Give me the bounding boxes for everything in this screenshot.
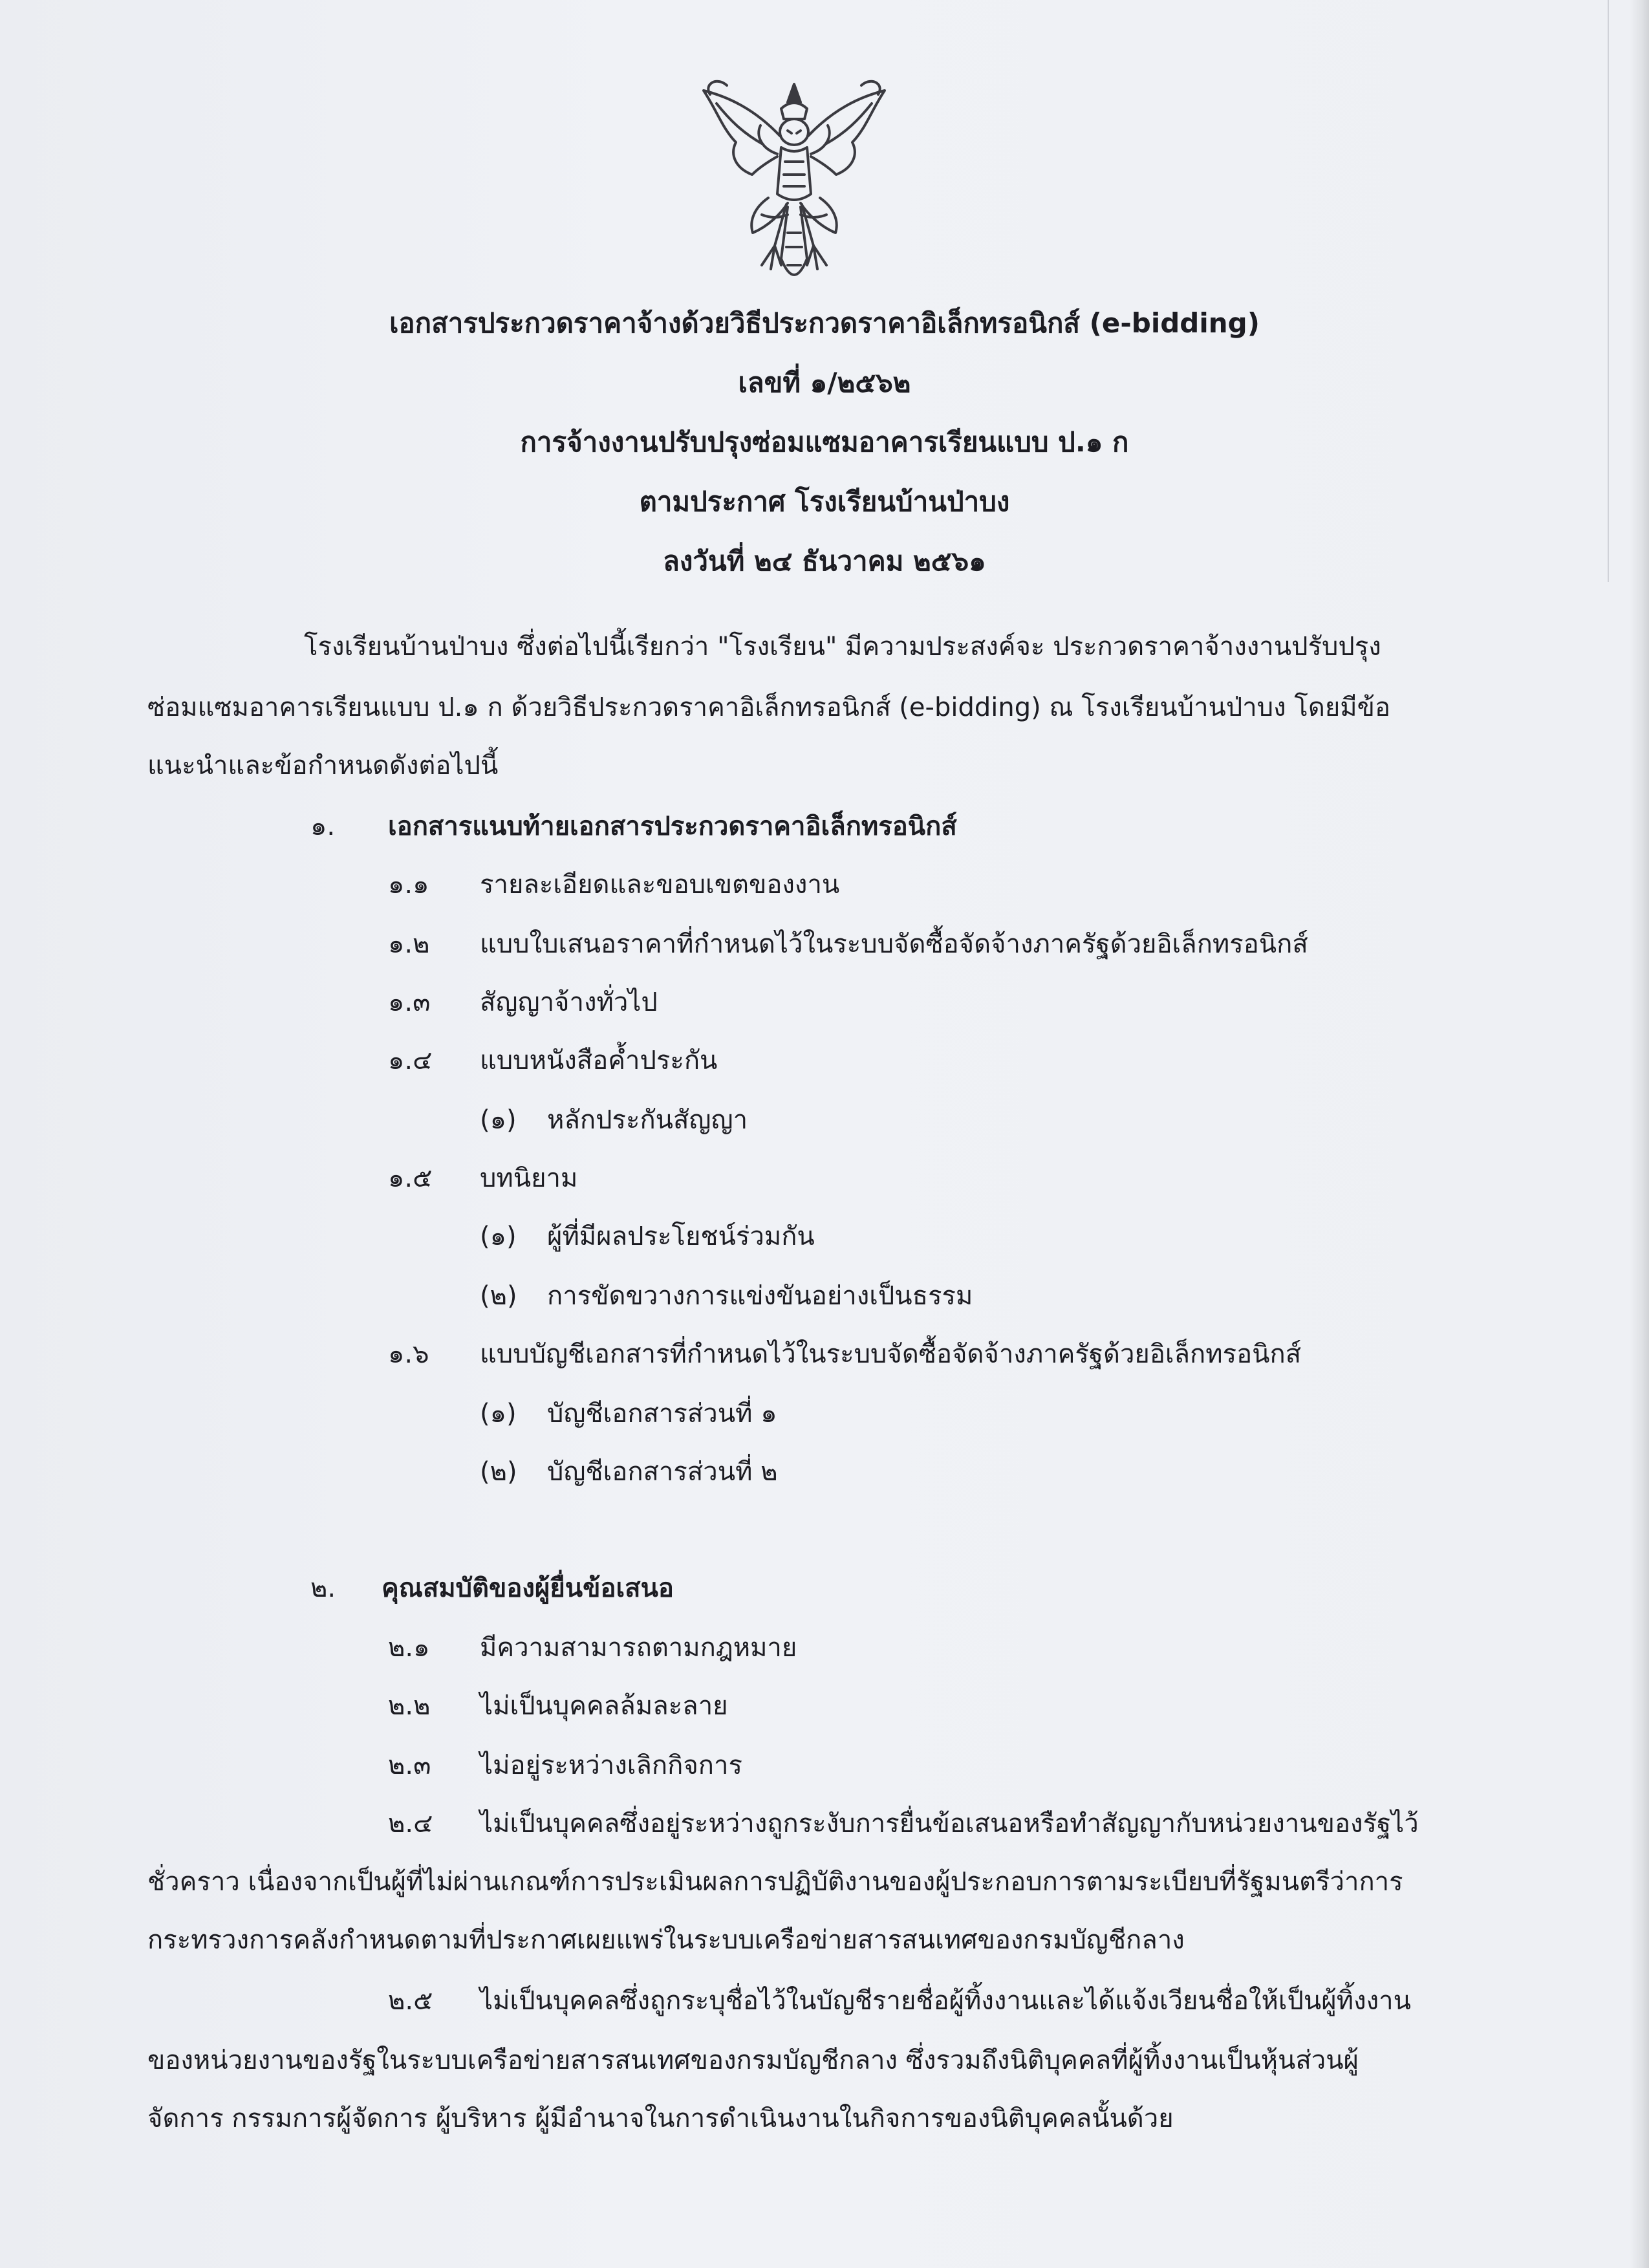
announcement-ref: ตามประกาศ โรงเรียนบ้านป่าบง bbox=[639, 486, 1010, 517]
sub-1-5-2-text: การขัดขวางการแข่งขันอย่างเป็นธรรม bbox=[547, 1281, 973, 1311]
item-2-4-line-2: ชั่วคราว เนื่องจากเป็นผู้ที่ไม่ผ่านเกณฑ์การประเมินผลการปฏิบัติงานของผู้ประกอบการตามระเบียบที่รัฐมนตรีว่าการ bbox=[147, 1867, 1403, 1897]
project-title: การจ้างงานปรับปรุงซ่อมแซมอาคารเรียนแบบ ป.๑ ก bbox=[520, 426, 1129, 458]
section-1-number: ๑. bbox=[310, 812, 336, 841]
sub-1-6-1-number: (๑) bbox=[480, 1399, 517, 1429]
section-2-number: ๒. bbox=[310, 1573, 336, 1603]
sub-1-6-1-text: บัญชีเอกสารส่วนที่ ๑ bbox=[547, 1399, 777, 1429]
item-1-1-number: ๑.๑ bbox=[388, 870, 429, 900]
item-2-2-text: ไม่เป็นบุคคลล้มละลาย bbox=[480, 1691, 728, 1721]
item-2-2-number: ๒.๒ bbox=[388, 1691, 431, 1721]
item-2-1-number: ๒.๑ bbox=[388, 1633, 430, 1663]
sub-1-6-2-text: บัญชีเอกสารส่วนที่ ๒ bbox=[547, 1457, 778, 1487]
item-1-2-text: แบบใบเสนอราคาที่กำหนดไว้ในระบบจัดซื้อจัดจ้างภาครัฐด้วยอิเล็กทรอนิกส์ bbox=[480, 929, 1308, 959]
item-2-4-line-1: ไม่เป็นบุคคลซึ่งอยู่ระหว่างถูกระงับการยื่นข้อเสนอหรือทำสัญญากับหน่วยงานของรัฐไว้ bbox=[480, 1809, 1419, 1839]
item-2-4-number: ๒.๔ bbox=[388, 1809, 433, 1839]
intro-line-3: แนะนำและข้อกำหนดดังต่อไปนี้ bbox=[147, 751, 499, 781]
intro-line-2: ซ่อมแซมอาคารเรียนแบบ ป.๑ ก ด้วยวิธีประกวดราคาอิเล็กทรอนิกส์ (e-bidding) ณ โรงเรียนบ้านป่าบง โดยมีข้อ bbox=[147, 693, 1390, 722]
sub-1-6-2-number: (๒) bbox=[480, 1457, 517, 1487]
intro-line-1: โรงเรียนบ้านป่าบง ซึ่งต่อไปนี้เรียกว่า "โรงเรียน" มีความประสงค์จะ ประกวดราคาจ้างงานปรับปรุง bbox=[304, 632, 1381, 662]
sub-1-5-1-number: (๑) bbox=[480, 1222, 517, 1251]
garuda-emblem-icon bbox=[691, 71, 898, 304]
item-1-3-text: สัญญาจ้างทั่วไป bbox=[480, 988, 658, 1017]
item-1-1-text: รายละเอียดและขอบเขตของงาน bbox=[480, 870, 840, 900]
sub-1-4-1-number: (๑) bbox=[480, 1105, 517, 1135]
section-2-title: คุณสมบัติของผู้ยื่นข้อเสนอ bbox=[382, 1573, 674, 1603]
document-number: เลขที่ ๑/๒๕๖๒ bbox=[738, 367, 911, 398]
item-1-5-number: ๑.๕ bbox=[388, 1163, 433, 1193]
item-1-5-text: บทนิยาม bbox=[480, 1163, 578, 1193]
announcement-date: ลงวันที่ ๒๔ ธันวาคม ๒๕๖๑ bbox=[663, 545, 986, 577]
item-2-1-text: มีความสามารถตามกฎหมาย bbox=[480, 1633, 797, 1663]
item-2-4-line-3: กระทรวงการคลังกำหนดตามที่ประกาศเผยแพร่ในระบบเครือข่ายสารสนเทศของกรมบัญชีกลาง bbox=[147, 1925, 1185, 1955]
item-2-5-line-3: จัดการ กรรมการผู้จัดการ ผู้บริหาร ผู้มีอำนาจในการดำเนินงานในกิจการของนิติบุคคลนั้นด้วย bbox=[147, 2104, 1174, 2133]
section-1-title: เอกสารแนบท้ายเอกสารประกวดราคาอิเล็กทรอนิกส์ bbox=[388, 812, 957, 841]
sub-1-4-1-text: หลักประกันสัญญา bbox=[547, 1105, 748, 1135]
item-1-2-number: ๑.๒ bbox=[388, 929, 430, 959]
item-2-5-line-1: ไม่เป็นบุคคลซึ่งถูกระบุชื่อไว้ในบัญชีรายชื่อผู้ทิ้งงานและได้แจ้งเวียนชื่อให้เป็นผู้ทิ้งงาน bbox=[480, 1986, 1411, 2016]
item-1-6-number: ๑.๖ bbox=[388, 1339, 429, 1369]
item-2-5-line-2: ของหน่วยงานของรัฐในระบบเครือข่ายสารสนเทศของกรมบัญชีกลาง ซึ่งรวมถึงนิติบุคคลที่ผู้ทิ้งงานเป็นหุ้นส่วนผู้ bbox=[147, 2046, 1359, 2075]
item-2-3-text: ไม่อยู่ระหว่างเลิกกิจการ bbox=[480, 1751, 742, 1780]
item-2-5-number: ๒.๕ bbox=[388, 1986, 433, 2016]
sub-1-5-1-text: ผู้ที่มีผลประโยชน์ร่วมกัน bbox=[547, 1222, 815, 1251]
document-title: เอกสารประกวดราคาจ้างด้วยวิธีประกวดราคาอิเล็กทรอนิกส์ (e-bidding) bbox=[389, 307, 1260, 339]
item-1-4-text: แบบหนังสือค้ำประกัน bbox=[480, 1046, 718, 1075]
item-1-3-number: ๑.๓ bbox=[388, 988, 431, 1017]
item-1-4-number: ๑.๔ bbox=[388, 1046, 433, 1075]
sub-1-5-2-number: (๒) bbox=[480, 1281, 517, 1311]
item-1-6-text: แบบบัญชีเอกสารที่กำหนดไว้ในระบบจัดซื้อจัดจ้างภาครัฐด้วยอิเล็กทรอนิกส์ bbox=[480, 1339, 1302, 1369]
item-2-3-number: ๒.๓ bbox=[388, 1751, 431, 1780]
